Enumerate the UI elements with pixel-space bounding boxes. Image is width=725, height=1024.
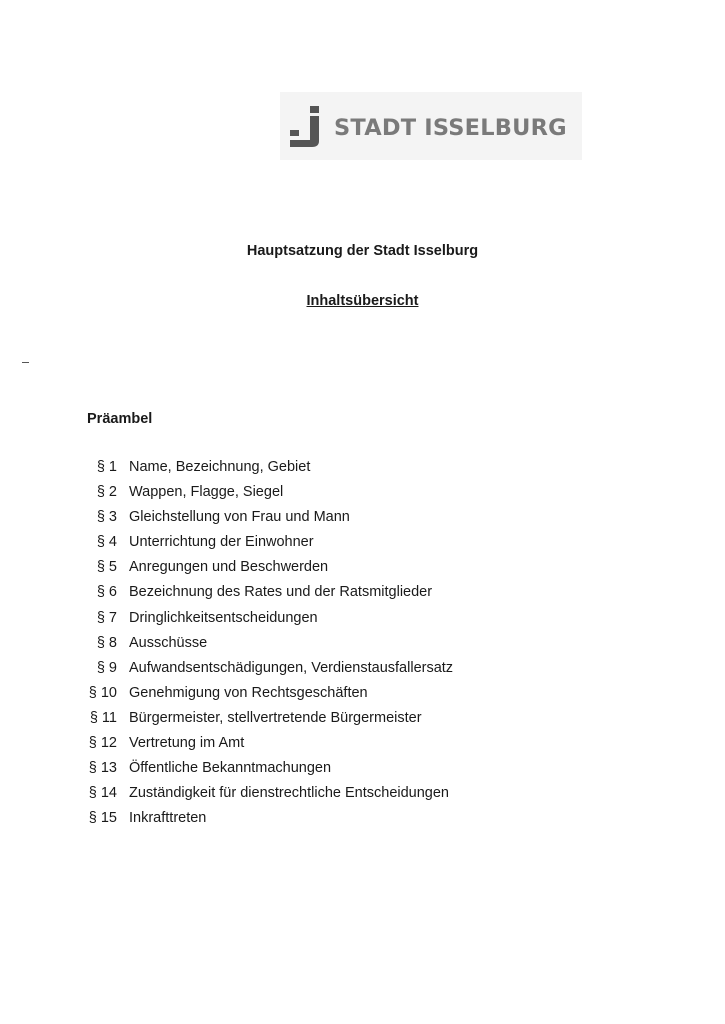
section-title: Vertretung im Amt xyxy=(129,735,245,752)
toc-heading: Inhaltsübersicht xyxy=(306,293,419,309)
toc-item xyxy=(87,709,422,735)
section-number: § 3 xyxy=(96,509,117,526)
section-title: Bezeichnung des Rates und der Ratsmitglieder xyxy=(129,584,433,601)
toc-item xyxy=(87,484,284,509)
logo-text: STADT ISSELBURG xyxy=(334,115,567,141)
section-number: § 14 xyxy=(88,785,117,802)
margin-mark xyxy=(22,362,29,363)
section-number: § 12 xyxy=(88,735,117,752)
section-number: § 13 xyxy=(88,760,117,777)
section-number: § 6 xyxy=(96,584,117,601)
toc-item xyxy=(87,659,454,685)
toc-item xyxy=(87,584,433,609)
section-number: § 1 xyxy=(96,459,117,475)
preamble-heading: Präambel xyxy=(87,411,153,427)
section-title: Wappen, Flagge, Siegel xyxy=(129,484,284,501)
city-logo xyxy=(280,92,582,160)
isselburg-logo-mark xyxy=(288,106,328,148)
section-title: Inkrafttreten xyxy=(129,810,207,827)
section-number: § 10 xyxy=(88,684,117,701)
section-number: § 11 xyxy=(89,709,117,726)
section-title: Unterrichtung der Einwohner xyxy=(129,534,314,551)
section-title: Dringlichkeitsentscheidungen xyxy=(129,609,318,626)
toc-item xyxy=(87,559,329,584)
section-title: Zuständigkeit für dienstrechtliche Entscheidungen xyxy=(129,785,449,802)
section-number: § 2 xyxy=(96,484,117,501)
section-number: § 9 xyxy=(96,659,117,676)
section-number: § 8 xyxy=(96,634,117,651)
section-title: Öffentliche Bekanntmachungen xyxy=(129,760,332,777)
section-number: § 7 xyxy=(96,609,117,626)
section-title: Ausschüsse xyxy=(129,634,208,651)
section-title: Genehmigung von Rechtsgeschäften xyxy=(129,684,368,701)
section-title: Aufwandsentschädigungen, Verdienstausfallersatz xyxy=(129,659,454,676)
toc-item xyxy=(87,459,311,484)
toc-item xyxy=(87,534,314,559)
toc-item xyxy=(87,684,368,710)
toc-item xyxy=(87,509,350,534)
table-of-contents xyxy=(87,459,454,835)
section-title: Gleichstellung von Frau und Mann xyxy=(129,509,350,526)
toc-item xyxy=(87,785,449,810)
toc-item xyxy=(87,634,208,660)
section-number: § 5 xyxy=(96,559,117,576)
section-title: Name, Bezeichnung, Gebiet xyxy=(129,459,311,475)
toc-item xyxy=(87,760,332,785)
document-title: Hauptsatzung der Stadt Isselburg xyxy=(246,243,479,259)
toc-item xyxy=(87,735,245,760)
toc-item xyxy=(87,810,207,835)
section-title: Anregungen und Beschwerden xyxy=(129,559,329,576)
toc-item xyxy=(87,609,318,635)
section-number: § 15 xyxy=(88,810,117,827)
section-title: Bürgermeister, stellvertretende Bürgermeister xyxy=(129,709,422,726)
section-number: § 4 xyxy=(96,534,117,551)
